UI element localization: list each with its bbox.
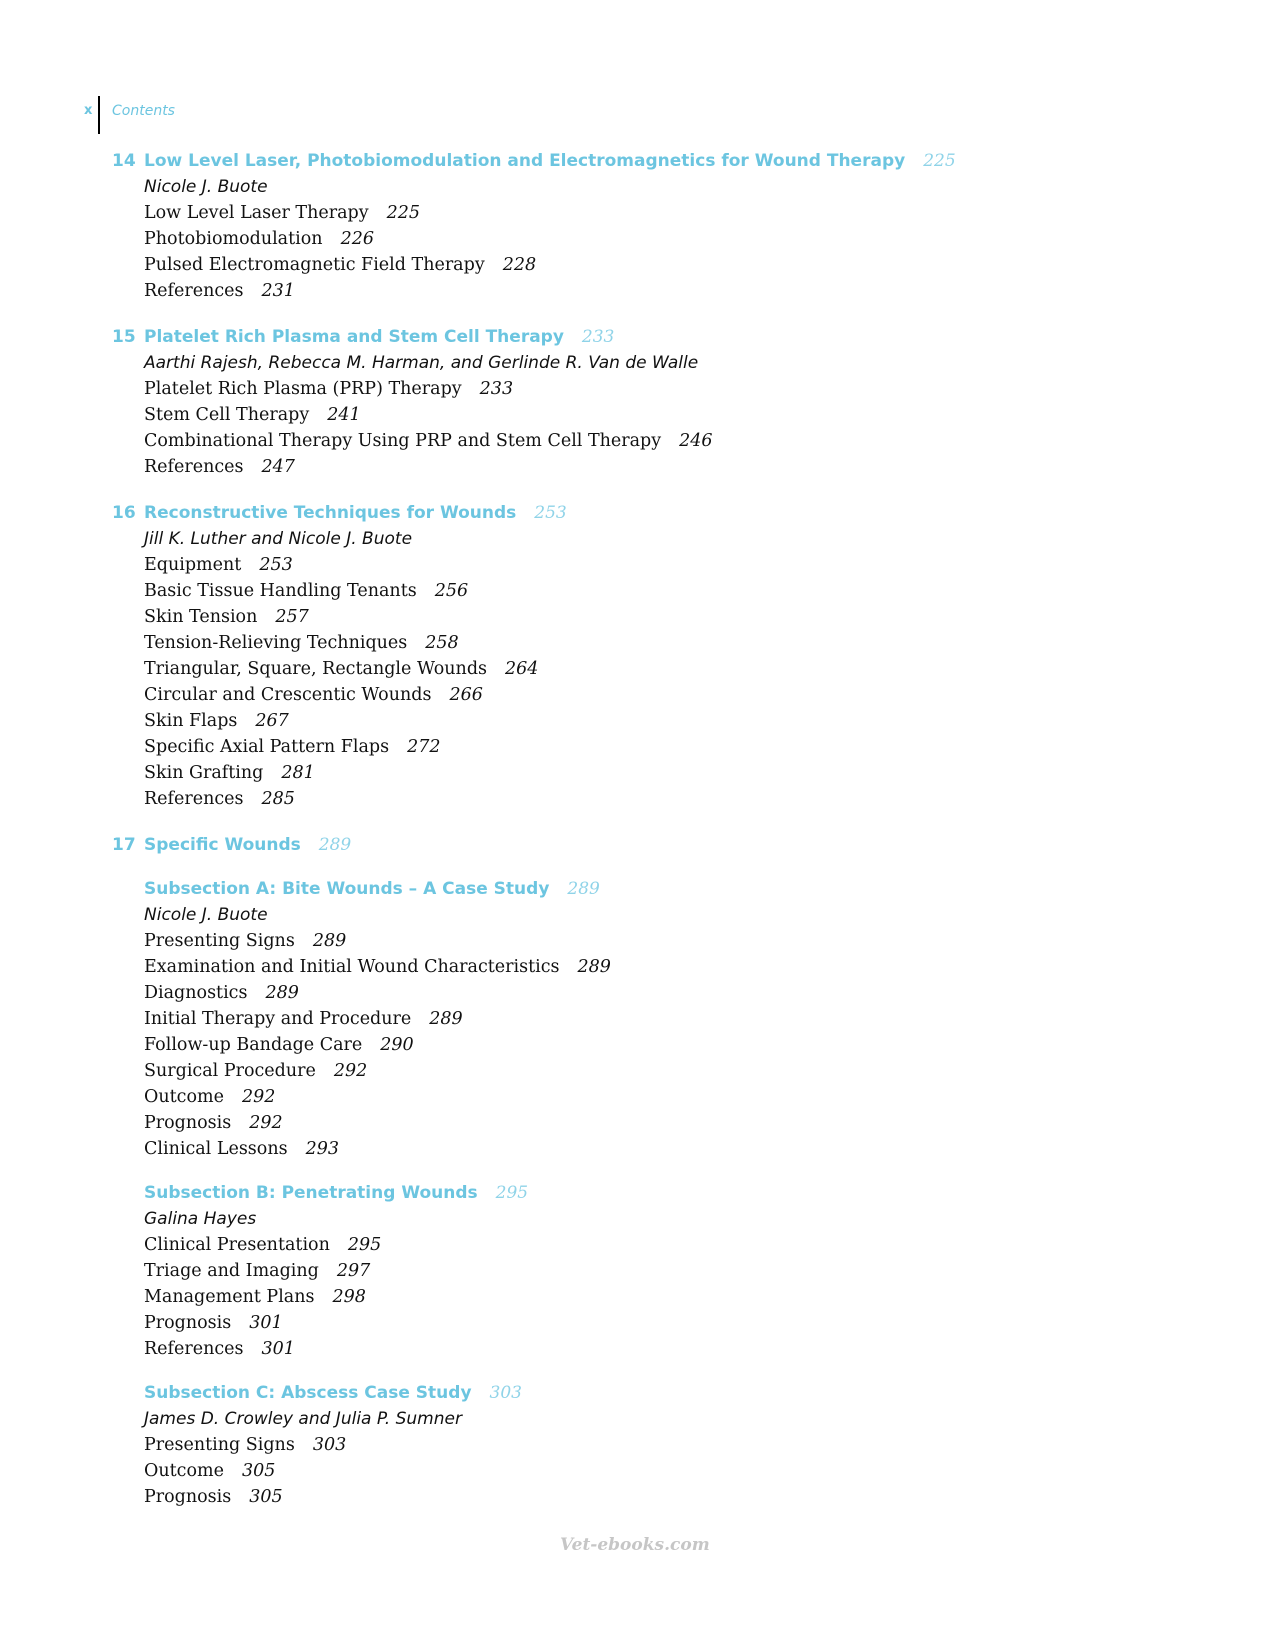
entry-page: 241	[327, 405, 361, 425]
toc-entry[interactable]	[144, 980, 1212, 1006]
entry-page: 272	[407, 737, 441, 757]
toc-entry[interactable]	[144, 454, 1212, 480]
toc-entry[interactable]	[144, 928, 1212, 954]
entry-title: Examination and Initial Wound Characteristics	[144, 957, 560, 977]
entry-title: Skin Tension	[144, 607, 258, 627]
toc-entry[interactable]	[144, 1136, 1212, 1162]
entry-title: Low Level Laser Therapy	[144, 203, 369, 223]
chapter-number: 17	[112, 835, 136, 855]
entry-title: Skin Flaps	[144, 711, 238, 731]
entry-page: 231	[261, 281, 295, 301]
chapter-heading[interactable]	[112, 500, 1212, 526]
entry-page: 233	[479, 379, 514, 399]
entry-page: 258	[425, 633, 459, 653]
entry-page: 305	[249, 1487, 283, 1507]
entry-page: 247	[261, 457, 295, 477]
entry-title: Pulsed Electromagnetic Field Therapy	[144, 255, 485, 275]
entry-title: Prognosis	[144, 1313, 232, 1333]
entry-page: 292	[333, 1061, 368, 1081]
toc-entry[interactable]	[144, 1484, 1212, 1510]
entry-page: 225	[386, 203, 420, 223]
entry-page: 303	[312, 1435, 347, 1455]
subsection-heading[interactable]	[144, 1180, 1212, 1206]
chapter-number: 14	[112, 151, 136, 171]
entry-title: Prognosis	[144, 1113, 232, 1133]
entry-title: Follow-up Bandage Care	[144, 1035, 363, 1055]
toc-entry[interactable]	[144, 578, 1212, 604]
entry-page: 290	[380, 1035, 414, 1055]
entry-title: Combinational Therapy Using PRP and Stem Cell Therapy	[144, 431, 662, 451]
subsection-title: Subsection C: Abscess Case Study	[144, 1383, 472, 1403]
toc-entry[interactable]	[144, 1058, 1212, 1084]
toc-entry[interactable]	[144, 1110, 1212, 1136]
entry-page: 289	[312, 931, 347, 951]
entry-page: 264	[505, 659, 539, 679]
toc-entry[interactable]	[144, 200, 1212, 226]
entry-page: 289	[429, 1009, 463, 1029]
subsection-page: 289	[567, 879, 600, 899]
entry-title: Clinical Presentation	[144, 1235, 330, 1255]
subsection-title: Subsection A: Bite Wounds – A Case Study	[144, 879, 550, 899]
toc-entry[interactable]	[144, 376, 1212, 402]
chapter-title: Platelet Rich Plasma and Stem Cell Therapy	[144, 327, 564, 347]
entry-title: Platelet Rich Plasma (PRP) Therapy	[144, 379, 462, 399]
toc-entry[interactable]	[144, 630, 1212, 656]
entry-page: 285	[261, 789, 295, 809]
entry-page: 305	[241, 1461, 276, 1481]
entry-page: 266	[449, 685, 483, 705]
toc-entry[interactable]	[144, 252, 1212, 278]
entry-title: Diagnostics	[144, 983, 248, 1003]
subsection-heading[interactable]	[144, 876, 1212, 902]
entry-title: Skin Grafting	[144, 763, 264, 783]
toc-entry[interactable]	[144, 1006, 1212, 1032]
chapter-16	[112, 500, 1212, 812]
chapter-number: 16	[112, 503, 136, 523]
toc-entry[interactable]	[144, 552, 1212, 578]
entry-title: Initial Therapy and Procedure	[144, 1009, 412, 1029]
entry-page: 289	[577, 957, 611, 977]
chapter-heading[interactable]	[112, 324, 1212, 350]
entry-title: Specific Axial Pattern Flaps	[144, 737, 390, 757]
entry-title: Triangular, Square, Rectangle Wounds	[144, 659, 488, 679]
subsection-author: James D. Crowley and Julia P. Sumner	[144, 1409, 462, 1429]
entry-page: 256	[434, 581, 469, 601]
chapter-author: Aarthi Rajesh, Rebecca M. Harman, and Gerlinde R. Van de Walle	[144, 353, 699, 373]
entry-page: 226	[340, 229, 374, 249]
entry-page: 292	[241, 1087, 276, 1107]
entry-page: 246	[679, 431, 713, 451]
entry-page: 281	[281, 763, 315, 783]
entry-page: 289	[265, 983, 299, 1003]
entry-title: Prognosis	[144, 1487, 232, 1507]
entry-title: Basic Tissue Handling Tenants	[144, 581, 417, 601]
entry-page: 228	[502, 255, 537, 275]
toc-entry[interactable]	[144, 428, 1212, 454]
entry-page: 292	[249, 1113, 283, 1133]
entry-page: 301	[249, 1313, 283, 1333]
chapter-page: 233	[581, 327, 615, 347]
toc-entry[interactable]	[144, 1336, 1212, 1362]
toc-entry[interactable]	[144, 1032, 1212, 1058]
entry-title: Tension-Relieving Techniques	[144, 633, 408, 653]
entry-title: References	[144, 457, 244, 477]
chapter-title: Specific Wounds	[144, 835, 301, 855]
chapter-author: Jill K. Luther and Nicole J. Buote	[144, 529, 413, 549]
entry-title: References	[144, 281, 244, 301]
running-title: Contents	[112, 103, 175, 119]
subsection-page: 303	[489, 1383, 522, 1403]
table-of-contents	[112, 148, 1212, 1530]
entry-title: Presenting Signs	[144, 931, 295, 951]
chapter-page: 225	[923, 151, 956, 171]
toc-entry[interactable]	[144, 1084, 1212, 1110]
toc-entry[interactable]	[144, 682, 1212, 708]
subsection-heading[interactable]	[144, 1380, 1212, 1406]
chapter-title: Reconstructive Techniques for Wounds	[144, 503, 517, 523]
entry-page: 295	[347, 1235, 382, 1255]
entry-title: Stem Cell Therapy	[144, 405, 310, 425]
toc-entry[interactable]	[144, 1284, 1212, 1310]
entry-page: 297	[336, 1261, 371, 1281]
entry-page: 257	[275, 607, 309, 627]
entry-page: 293	[305, 1139, 339, 1159]
entry-page: 253	[259, 555, 293, 575]
header-rule	[98, 96, 100, 134]
entry-title: Circular and Crescentic Wounds	[144, 685, 432, 705]
chapter-author: Nicole J. Buote	[144, 177, 268, 197]
chapter-page: 253	[534, 503, 567, 523]
entry-title: Clinical Lessons	[144, 1139, 288, 1159]
toc-entry[interactable]	[144, 1432, 1212, 1458]
entry-title: Photobiomodulation	[144, 229, 323, 249]
toc-entry[interactable]	[144, 1458, 1212, 1484]
chapter-title: Low Level Laser, Photobiomodulation and Electromagnetics for Wound Therapy	[144, 151, 906, 171]
toc-entry[interactable]	[144, 226, 1212, 252]
chapter-14	[112, 148, 1212, 304]
subsection-author: Galina Hayes	[144, 1209, 257, 1229]
toc-entry[interactable]	[144, 708, 1212, 734]
toc-entry[interactable]	[144, 604, 1212, 630]
entry-title: References	[144, 1339, 244, 1359]
chapter-17	[112, 832, 1212, 1510]
entry-title: Management Plans	[144, 1287, 315, 1307]
toc-entry[interactable]	[144, 734, 1212, 760]
subsection-author: Nicole J. Buote	[144, 905, 268, 925]
toc-entry[interactable]	[144, 1258, 1212, 1284]
entry-page: 298	[332, 1287, 366, 1307]
toc-entry[interactable]	[144, 954, 1212, 980]
toc-entry[interactable]	[144, 656, 1212, 682]
toc-entry[interactable]	[144, 1232, 1212, 1258]
chapter-heading[interactable]	[112, 148, 1212, 174]
toc-entry[interactable]	[144, 786, 1212, 812]
entry-title: Surgical Procedure	[144, 1061, 316, 1081]
subsection-page: 295	[495, 1183, 529, 1203]
entry-page: 301	[261, 1339, 295, 1359]
entry-title: Outcome	[144, 1087, 224, 1107]
subsection-title: Subsection B: Penetrating Wounds	[144, 1183, 478, 1203]
entry-title: Equipment	[144, 555, 242, 575]
page-folio: x	[84, 103, 93, 118]
toc-entry[interactable]	[144, 402, 1212, 428]
entry-title: Presenting Signs	[144, 1435, 295, 1455]
watermark-logo: Vet-ebooks.com	[560, 1535, 710, 1555]
chapter-heading[interactable]	[112, 832, 1212, 858]
chapter-page: 289	[318, 835, 352, 855]
entry-page: 267	[255, 711, 289, 731]
entry-title: Triage and Imaging	[144, 1261, 319, 1281]
toc-entry[interactable]	[144, 278, 1212, 304]
toc-entry[interactable]	[144, 1310, 1212, 1336]
toc-entry[interactable]	[144, 760, 1212, 786]
entry-title: References	[144, 789, 244, 809]
entry-title: Outcome	[144, 1461, 224, 1481]
chapter-15	[112, 324, 1212, 480]
chapter-number: 15	[112, 327, 136, 347]
